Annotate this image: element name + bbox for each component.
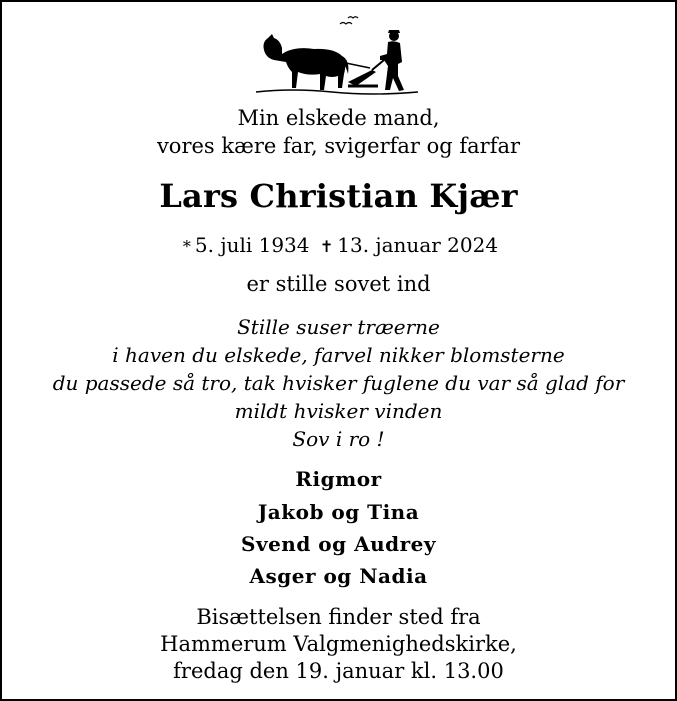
funeral-info: fredag den 19. januar kl. 13.00 bbox=[173, 659, 504, 683]
death-date: 13. januar 2024 bbox=[337, 233, 499, 257]
star-symbol: * bbox=[182, 237, 191, 256]
horse-and-plough-icon bbox=[252, 16, 422, 100]
poem-line: mildt hvisker vinden bbox=[234, 399, 443, 423]
family-member: Jakob og Tina bbox=[257, 500, 420, 524]
intro-line: vores kære far, svigerfar og farfar bbox=[156, 134, 521, 158]
poem-line: i haven du elskede, farvel nikker blomsterne bbox=[112, 343, 565, 367]
life-dates bbox=[2, 233, 675, 257]
family-member: Svend og Audrey bbox=[241, 532, 436, 556]
intro-line: Min elskede mand, bbox=[237, 106, 440, 130]
family-member: Asger og Nadia bbox=[249, 564, 428, 588]
poem-line: du passede så tro, tak hvisker fuglene du var så glad for bbox=[52, 371, 625, 395]
status-line: er stille sovet ind bbox=[246, 272, 431, 296]
deceased-name: Lars Christian Kjær bbox=[159, 177, 518, 215]
family-member: Rigmor bbox=[295, 467, 382, 491]
poem-line: Sov i ro ! bbox=[292, 427, 385, 451]
poem-line: Stille suser træerne bbox=[237, 315, 440, 339]
funeral-info: Hammerum Valgmenighedskirke, bbox=[160, 632, 517, 656]
birth-date: 5. juli 1934 bbox=[194, 233, 310, 257]
funeral-info: Bisættelsen finder sted fra bbox=[196, 605, 481, 629]
cross-icon: ✝ bbox=[319, 237, 334, 256]
